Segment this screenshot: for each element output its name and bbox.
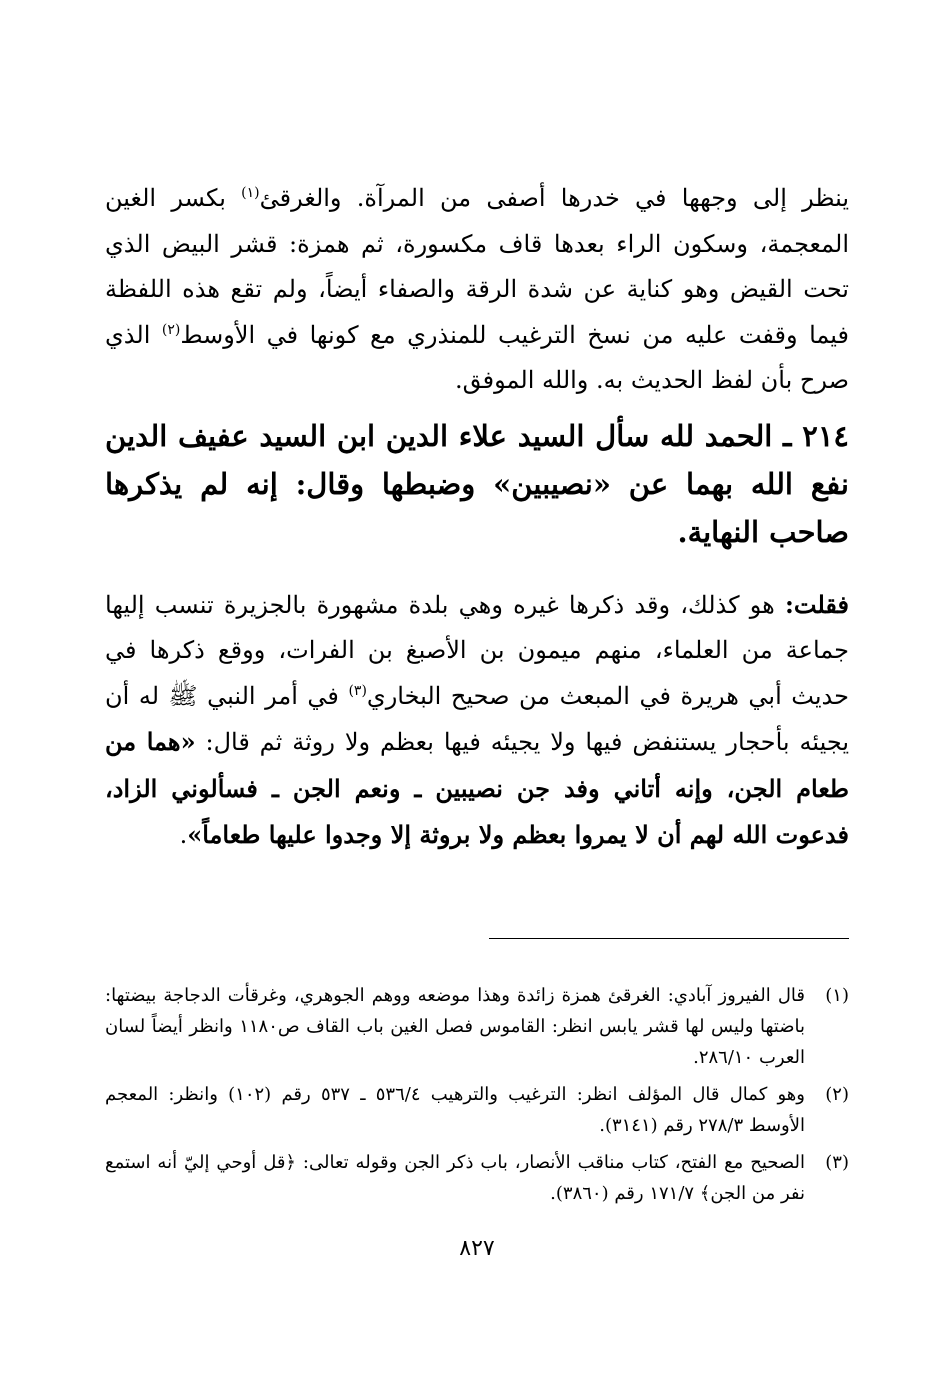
paragraph-2-part-2: في أمر النبي ﷺ له أن يجيئه بأحجار يستنفض فيها ولا يجيئه فيها بعظم ولا روثة ثم قال: <box>105 681 849 756</box>
footnotes <box>105 980 849 1215</box>
footnote-ref-3[interactable]: (٣) <box>348 682 367 699</box>
paragraph-1-part-2: بكسر الغين المعجمة، وسكون الراء بعدها قاف مكسورة، ثم همزة: قشر البيض الذي تحت القيض وهو كناية عن شدة الرقة والصفاء أيضاً، ولم تقع هذه اللفظة فيما وقفت عليه من نسخ الترغيب للمنذري مع كونها في الأوسط <box>105 184 849 349</box>
paragraph-1-part-3: الذي صرح بأن لفظ الحديث به. والله الموفق. <box>105 320 849 394</box>
main-text <box>105 176 849 859</box>
hadith-quote: «هما من طعام الجن، وإنه أتاني وفد جن نصيبين ـ ونعم الجن ـ فسألوني الزاد، فدعوت الله لهم أن لا يمروا بعظم ولا بروثة إلا وجدوا عليها طعاماً» <box>105 727 849 849</box>
footnote-1-text: قال الفيروز آبادي: الغرقئ همزة زائدة وهذا موضعه ووهم الجوهري، وغرقأت الدجاجة بيضتها: باضتها وليس لها قشر يابس انظر: القاموس فصل الغين باب القاف ص١١٨٠ وانظر أيضاً لسان العرب ٢٨٦/١٠. <box>105 985 805 1068</box>
footnote-1 <box>105 980 849 1073</box>
footnote-separator <box>489 938 849 939</box>
paragraph-2-part-1: هو كذلك، وقد ذكرها غيره وهي بلدة مشهورة بالجزيرة تنسب إليها جماعة من العلماء، منهم ميمون بن الأصبغ بن الفرات، ووقع ذكرها في حديث أبي هريرة في المبعث من صحيح البخاري <box>105 590 849 710</box>
footnote-1-number: (١) <box>825 985 849 1006</box>
paragraph-2-end: . <box>179 821 188 849</box>
paragraph-1 <box>105 176 849 404</box>
paragraph-1-part-1: ينظر إلى وجهها في خدرها أصفى من المرآة. والغرقئ <box>259 184 849 212</box>
paragraph-2-lead: فقلت: <box>785 589 849 619</box>
footnote-3 <box>105 1147 849 1209</box>
footnote-2-number: (٢) <box>825 1084 849 1105</box>
section-heading-214: ٢١٤ ـ الحمد لله سأل السيد علاء الدين ابن السيد عفيف الدين نفع الله بهما عن «نصيبين» وضبطها وقال: إنه لم يذكرها صاحب النهاية. <box>105 418 849 549</box>
paragraph-2 <box>105 582 849 859</box>
footnote-2-text: وهو كمال قال المؤلف انظر: الترغيب والترهيب ٥٣٦/٤ ـ ٥٣٧ رقم (١٠٢) وانظر: المعجم الأوسط ٢٧٨/٣ رقم (٣١٤١). <box>105 1084 805 1136</box>
footnote-3-text: الصحيح مع الفتح، كتاب مناقب الأنصار، باب ذكر الجن وقوله تعالى: ﴿قل أوحي إليّ أنه استمع نفر من الجن﴾ ١٧١/٧ رقم (٣٨٦٠). <box>105 1152 805 1204</box>
page-number: ٨٢٧ <box>459 1236 495 1261</box>
document-page <box>105 176 849 1393</box>
footnote-3-number: (٣) <box>825 1152 849 1173</box>
footnote-ref-2[interactable]: (٢) <box>161 321 181 338</box>
footnote-ref-1[interactable]: (١) <box>241 185 260 201</box>
footnote-2 <box>105 1079 849 1141</box>
